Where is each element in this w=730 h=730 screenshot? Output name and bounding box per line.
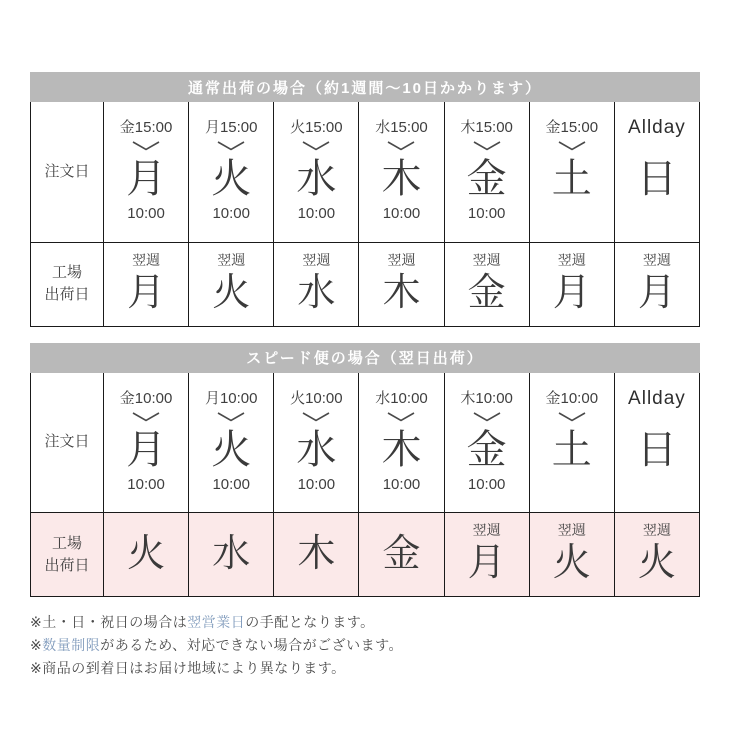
order-day: 土: [551, 157, 592, 202]
ship-day: 火: [637, 542, 676, 584]
ship-day: 金: [467, 271, 506, 314]
next-week-label: 翌週: [472, 251, 501, 268]
note-accent-quantity-limit: 数量制限: [42, 637, 101, 653]
allday-label: Allday: [628, 117, 686, 139]
ship-day: 火: [212, 271, 251, 314]
ship-cell: [359, 242, 444, 326]
chevron-down-icon: [216, 411, 246, 426]
order-deadline-time: 10:00: [127, 475, 165, 493]
chevron-down-icon: [386, 411, 416, 426]
cutoff-time: 木15:00: [460, 119, 513, 137]
ship-cell: [529, 242, 614, 326]
ship-day: 水: [212, 532, 251, 575]
ship-day: 水: [297, 271, 336, 314]
factory-ship-row-label-cell: [31, 242, 104, 326]
order-day: 金: [466, 157, 507, 202]
ship-day: 月: [637, 271, 676, 314]
order-cell: [359, 102, 444, 242]
cutoff-time: 火15:00: [290, 119, 343, 137]
order-cell: [529, 373, 614, 513]
chevron-down-icon: [472, 411, 502, 426]
order-day: 火: [211, 157, 252, 202]
ship-day: 金: [382, 532, 421, 575]
order-cell: [189, 102, 274, 242]
order-cell: [529, 102, 614, 242]
ship-cell: [444, 242, 529, 326]
speed-shipping-table: [30, 373, 700, 598]
chevron-down-icon: [131, 140, 161, 155]
normal-shipping-table: [30, 102, 700, 327]
next-week-label: 翌週: [642, 251, 671, 268]
ship-cell: [529, 513, 614, 597]
note-holidays: ※土・日・祝日の場合は翌営業日の手配となります。: [30, 614, 375, 630]
order-deadline-time: 10:00: [467, 205, 506, 223]
order-day: 土: [551, 427, 592, 472]
ship-day: 月: [127, 271, 166, 314]
ship-day: 火: [127, 532, 166, 575]
cutoff-time: 金15:00: [119, 119, 173, 137]
order-day: 火: [211, 427, 252, 472]
order-deadline-time: 10:00: [382, 205, 421, 223]
ship-day: 月: [467, 542, 506, 584]
order-day: 月: [126, 157, 167, 202]
order-date-row: [31, 102, 700, 242]
ship-cell: [444, 513, 529, 597]
factory-ship-row-label: 工場 出荷日: [44, 534, 90, 574]
ship-cell: [614, 242, 699, 326]
next-week-label: 翌週: [387, 251, 416, 268]
order-cell: [104, 102, 189, 242]
normal-shipping-section: [30, 72, 700, 327]
ship-cell: [359, 513, 444, 597]
cutoff-time: 水10:00: [375, 389, 428, 407]
order-deadline-time: 10:00: [382, 475, 421, 493]
ship-cell: [614, 513, 699, 597]
order-deadline-time: 10:00: [127, 205, 165, 223]
cutoff-time: 金10:00: [545, 389, 599, 407]
cutoff-time: 木10:00: [460, 389, 513, 407]
order-date-row: [31, 373, 700, 513]
note-delivery-region: ※商品の到着日はお届け地域により異なります。: [30, 660, 346, 676]
order-deadline-time: 10:00: [212, 475, 250, 493]
factory-ship-row: [31, 513, 700, 597]
normal-shipping-title-band: [30, 72, 700, 102]
ship-cell: [274, 242, 359, 326]
note-accent-next-business-day: 翌営業日: [187, 614, 246, 630]
ship-cell: [274, 513, 359, 597]
order-cell: [189, 373, 274, 513]
footnotes: [30, 614, 700, 677]
order-cell: [444, 373, 529, 513]
chevron-down-icon: [386, 140, 416, 155]
order-date-row-label-cell: [31, 102, 104, 242]
order-day: 木: [381, 427, 422, 472]
order-date-row-label-cell: [31, 373, 104, 513]
order-cell: [359, 373, 444, 513]
factory-ship-row-label: 工場 出荷日: [44, 264, 90, 303]
order-date-row-label: 注文日: [44, 433, 90, 451]
order-deadline-time: 10:00: [212, 205, 250, 223]
order-day: 木: [381, 157, 422, 202]
next-week-label: 翌週: [557, 522, 586, 538]
chevron-down-icon: [557, 140, 587, 155]
order-cell-allday: [614, 102, 699, 242]
ship-day: 月: [552, 271, 591, 314]
order-deadline-time: 10:00: [467, 475, 506, 493]
normal-shipping-title: 通常出荷の場合（約1週間〜10日かかります）: [187, 79, 543, 97]
note-quantity-limit: ※数量制限があるため、対応できない場合がございます。: [30, 637, 404, 653]
ship-day: 木: [297, 532, 336, 575]
cutoff-time: 火10:00: [290, 389, 343, 407]
order-day: 日: [636, 157, 677, 202]
cutoff-time: 水15:00: [375, 119, 428, 137]
cutoff-time: 月15:00: [204, 119, 258, 137]
allday-label: Allday: [628, 387, 686, 409]
factory-ship-row: [31, 242, 700, 326]
order-day: 水: [296, 427, 337, 472]
next-week-label: 翌週: [217, 251, 246, 268]
factory-ship-row-label-cell: [31, 513, 104, 597]
order-deadline-time: 10:00: [297, 205, 336, 223]
speed-shipping-title-band: [30, 343, 700, 373]
ship-day: 木: [382, 271, 421, 314]
cutoff-time: 金15:00: [545, 119, 599, 137]
ship-cell: [104, 513, 189, 597]
order-deadline-time: 10:00: [297, 475, 336, 493]
order-cell: [104, 373, 189, 513]
cutoff-time: 月10:00: [204, 389, 258, 407]
order-day: 月: [126, 427, 167, 472]
order-cell: [274, 373, 359, 513]
order-day: 日: [636, 427, 677, 472]
order-cell: [444, 102, 529, 242]
order-cell-allday: [614, 373, 699, 513]
order-day: 水: [296, 157, 337, 202]
ship-cell: [189, 513, 274, 597]
chevron-down-icon: [557, 411, 587, 426]
cutoff-time: 金10:00: [119, 389, 173, 407]
chevron-down-icon: [131, 411, 161, 426]
ship-cell: [189, 242, 274, 326]
chevron-down-icon: [301, 411, 331, 426]
order-day: 金: [466, 427, 507, 472]
chevron-down-icon: [216, 140, 246, 155]
order-cell: [274, 102, 359, 242]
chevron-down-icon: [301, 140, 331, 155]
next-week-label: 翌週: [302, 251, 331, 268]
speed-shipping-title: スピード便の場合（翌日出荷）: [246, 350, 484, 367]
next-week-label: 翌週: [132, 251, 161, 268]
chevron-down-icon: [472, 140, 502, 155]
order-date-row-label: 注文日: [44, 162, 90, 180]
ship-day: 火: [552, 542, 591, 584]
ship-cell: [104, 242, 189, 326]
next-week-label: 翌週: [642, 522, 671, 538]
next-week-label: 翌週: [472, 522, 501, 538]
next-week-label: 翌週: [557, 251, 586, 268]
speed-shipping-section: [30, 343, 700, 598]
